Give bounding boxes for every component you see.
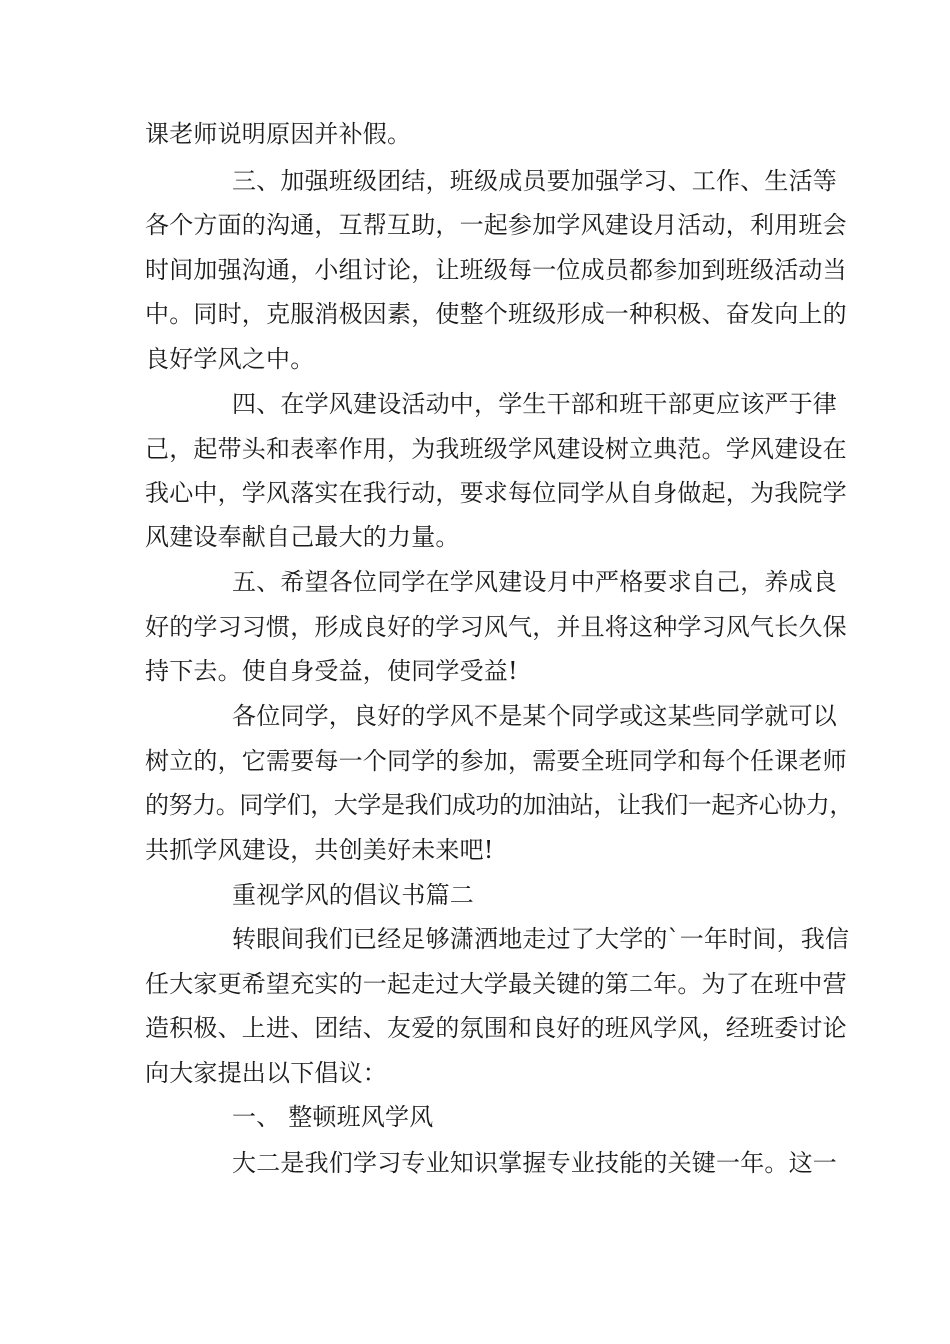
text-line: 课老师说明原因并补假。 [145, 120, 412, 148]
text-line: 风建设奉献自己最大的力量。 [145, 523, 460, 551]
text-line: 的努力。同学们，大学是我们成功的加油站，让我们一起齐心协力， [145, 791, 853, 819]
text-line: 造积极、上进、团结、友爱的氛围和良好的班风学风，经班委讨论 [145, 1014, 847, 1042]
paragraph-three-start: 三、加强班级团结，班级成员要加强学习、工作、生活等 [232, 167, 837, 195]
subsection-heading: 一、 整顿班风学风 [232, 1103, 434, 1131]
paragraph-four-start: 四、在学风建设活动中，学生干部和班干部更应该严于律 [232, 390, 837, 418]
text-line: 任大家更希望充实的一起走过大学最关键的第二年。为了在班中营 [145, 970, 847, 998]
text-line: 树立的，它需要每一个同学的参加，需要全班同学和每个任课老师 [145, 747, 847, 775]
text-line: 我心中，学风落实在我行动，要求每位同学从自身做起，为我院学 [145, 479, 847, 507]
paragraph-five-start: 五、希望各位同学在学风建设月中严格要求自己，养成良 [232, 568, 837, 596]
text-line: 良好学风之中。 [145, 345, 315, 373]
text-line: 各个方面的沟通，互帮互助，一起参加学风建设月活动，利用班会 [145, 211, 847, 239]
text-line: 时间加强沟通，小组讨论，让班级每一位成员都参加到班级活动当 [145, 256, 847, 284]
section-heading: 重视学风的倡议书篇二 [232, 881, 474, 909]
text-line: 持下去。使自身受益，使同学受益! [145, 657, 518, 685]
paragraph-start: 大二是我们学习专业知识掌握专业技能的关键一年。这一 [232, 1149, 837, 1177]
text-line: 己，起带头和表率作用，为我班级学风建设树立典范。学风建设在 [145, 435, 847, 463]
text-line: 好的学习习惯，形成良好的学习风气，并且将这种学习风气长久保 [145, 613, 847, 641]
text-line: 向大家提出以下倡议： [145, 1059, 387, 1087]
intro-paragraph-start: 转眼间我们已经足够潇洒地走过了大学的`一年时间，我信 [232, 925, 850, 953]
text-line: 中。同时，克服消极因素，使整个班级形成一种积极、奋发向上的 [145, 300, 847, 328]
text-line: 共抓学风建设，共创美好未来吧! [145, 836, 494, 864]
closing-paragraph-start: 各位同学，良好的学风不是某个同学或这某些同学就可以 [232, 702, 837, 730]
